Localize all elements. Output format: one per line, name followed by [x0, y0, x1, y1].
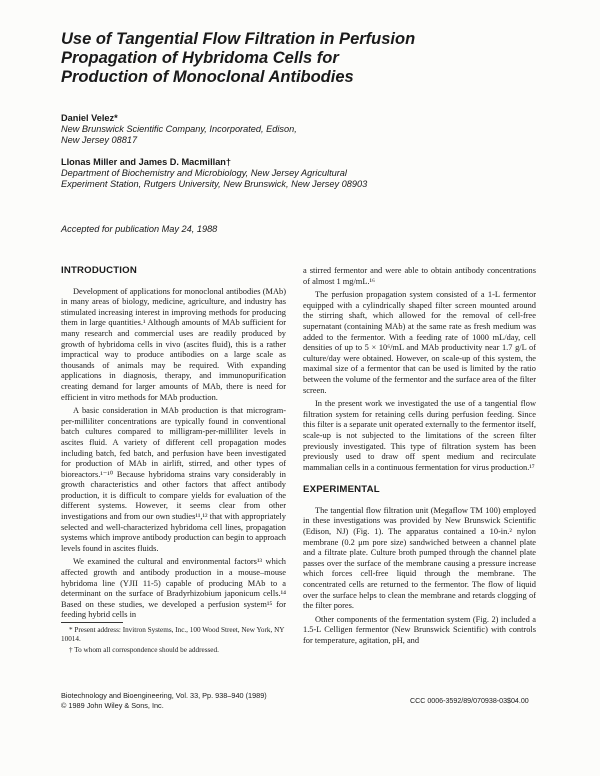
- paragraph: The tangential flow filtration unit (Megaflow TM 100) employed in these investigations was provided by New Brunswick Scientific (Edison, NJ) (Fig. 1). The apparatus contained a 10-in.² nylon membrane (0.2 μm pore size) sandwiched between a channel plate and a filtrate plate. Culture broth pumped through the channel plate passes over the surface of the membrane causing a pressure increase which forces cell-free liquid through the membrane. The concentrated cells are returned to the fermentor. The flow of liquid over the surface helps to clean the membrane and retards clogging of the filter pores.: [303, 505, 536, 611]
- journal-citation: [61, 691, 301, 710]
- author-name: Daniel Velez*: [61, 113, 118, 123]
- paper-title: [61, 30, 531, 87]
- affiliation-line: Experiment Station, Rutgers University, New Brunswick, New Jersey 08903: [61, 179, 368, 190]
- paragraph: Other components of the fermentation system (Fig. 2) included a 1.5-L Celligen fermentor (New Brunswick Scientific) with controls for temperature, agitation, pH, and: [303, 614, 536, 645]
- copyright-line: © 1989 John Wiley & Sons, Inc.: [61, 700, 164, 710]
- left-column: [61, 266, 286, 621]
- introduction-heading: INTRODUCTION: [61, 265, 137, 276]
- title-line-3: Production of Monoclonal Antibodies: [61, 68, 354, 86]
- footnote: † To whom all correspondence should be addressed.: [69, 646, 219, 655]
- paragraph: We examined the cultural and environmental factors¹³ which affected growth and antibody production in a mouse–mouse hybridoma line (YJII 11-5) capable of producing MAb to a determinant on the surface of Bradyrhizobium japonicum cells.¹⁴ Based on these studies, we developed a perfusion system¹⁵ for feeding hybrid cells in: [61, 557, 286, 620]
- title-line-1: Use of Tangential Flow Filtration in Perfusion: [61, 30, 416, 48]
- ccc-code: CCC 0006-3592/89/070938-03$04.00: [410, 697, 529, 705]
- right-column: [303, 266, 536, 647]
- footnote-divider: [61, 622, 123, 623]
- author-block: [61, 113, 561, 147]
- affiliation-line: New Brunswick Scientific Company, Incorporated, Edison,: [61, 124, 297, 135]
- paragraph: a stirred fermentor and were able to obtain antibody concentrations of almost 1 mg/mL.¹⁶: [303, 266, 536, 286]
- experimental-heading: EXPERIMENTAL: [303, 484, 380, 496]
- journal-line: Biotechnology and Bioengineering, Vol. 33, Pp. 938–940 (1989): [61, 691, 267, 700]
- footnote: * Present address: Invitron Systems, Inc., 100 Wood Street, New York, NY 10014.: [61, 626, 285, 644]
- accepted-date: Accepted for publication May 24, 1988: [61, 224, 218, 234]
- title-line-2: Propagation of Hybridoma Cells for: [61, 49, 339, 67]
- author-block: [61, 157, 561, 191]
- author-name: Llonas Miller and James D. Macmillan†: [61, 156, 232, 167]
- paragraph: A basic consideration in MAb production is that microgram-per-milliliter concentrations are typically found in conventional batch cultures compared to milligram-per-milliliter levels in ascites fluid. A variety of different cell propagation modes including batch, fed batch, and perfusion have been investigated for production of MAb in airlift, stirred, and other types of bioreactors.¹⁻¹⁰ Because hybridoma strains vary considerably in growth characteristics and other factors that affect antibody production, it is difficult to compare yields for evaluation of the different systems. However, it seems clear from other investigations and from our own studies¹¹,¹² that with appropriately selected and well-characterized hybridoma cell lines, propagation systems which improve antibody production can begin to approach levels found in ascites fluids.: [61, 406, 286, 553]
- paragraph: Development of applications for monoclonal antibodies (MAb) in many areas of biology, medicine, agriculture, and industry has stimulated increasing interest in improving methods for producing them in large quantities.¹ Although amounts of MAb sufficient for many research and commercial uses are readily produced by growth of hybridoma cells in vivo (ascites fluid), this is a rather impractical way to produce antibodies on a large scale as thousands of animals may be required. With expanding applications in diagnosis, therapy, and immunopurification creating demand for larger amounts of MAb, there is need for efficient in vitro methods for MAb production.: [61, 286, 286, 402]
- affiliation-line: Department of Biochemistry and Microbiology, New Jersey Agricultural: [61, 167, 347, 178]
- author-list: [61, 113, 561, 200]
- footnotes: [61, 626, 286, 658]
- paragraph: The perfusion propagation system consisted of a 1-L fermentor equipped with a cylindrically shaped filter screen mounted around the stirring shaft, which allowed for the removal of cell-free supernatant (containing MAb) at the same rate as fresh medium was added to the fermentor. With a feeding rate of 1000 mL/day, cell densities of up to 5 × 10⁶/mL and MAb productivity near 1.7 g/L of culture/day were obtained. However, on scale-up of this system, the maximal size of a fermentor that can be used is limited by the ratio between the volume of the fermentor and the surface area of the filter screen.: [303, 290, 536, 395]
- paragraph: In the present work we investigated the use of a tangential flow filtration system for retaining cells during perfusion feeding. Since this filter is a separate unit operated externally to the fermentor itself, scale-up is not subjected to the limitations of the screen filter previously investigated. This type of filtration system has been previously used to draw off spent medium and recirculate mammalian cells in a continuous fermentation for virus production.¹⁷: [303, 399, 536, 472]
- affiliation-line: New Jersey 08817: [61, 135, 138, 146]
